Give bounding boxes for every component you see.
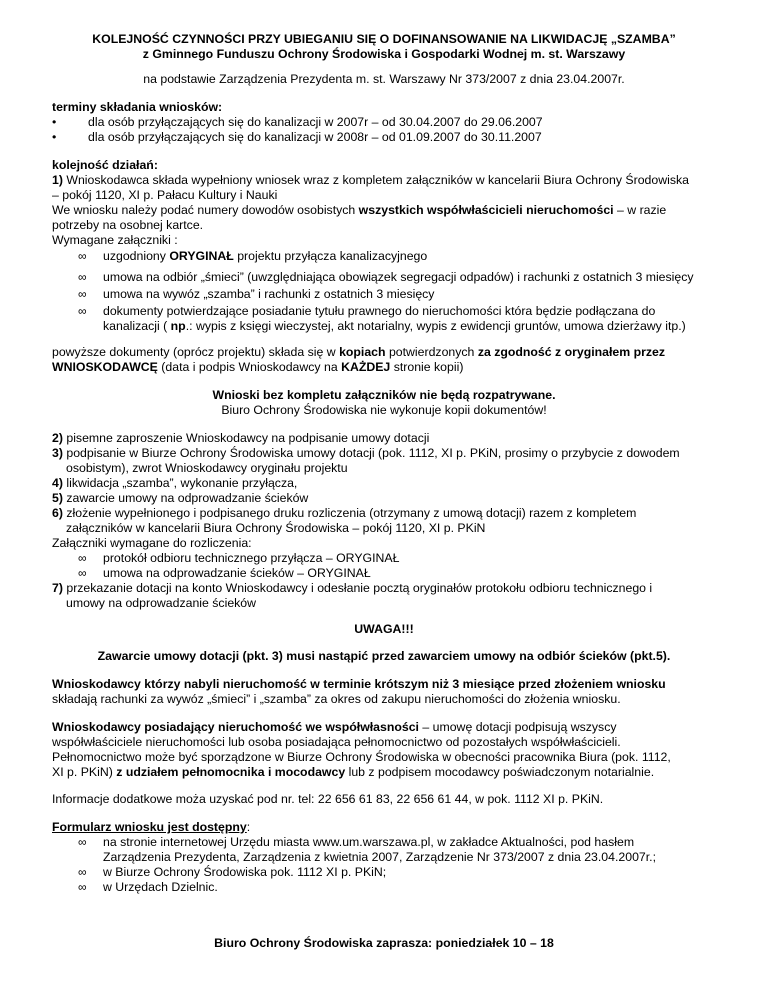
title-line-1: KOLEJNOŚĆ CZYNNOŚCI PRZY UBIEGANIU SIĘ O DOFINANSOWANIE NA LIKWIDACJĘ „SZAMBA” xyxy=(92,32,676,46)
copies-emphasis: kopiach xyxy=(339,345,386,359)
step-text: podpisanie w Biurze Ochrony Środowiska umowy dotacji (pok. 1112, XI p. PKiN, prosimy o przybycie z dowodem xyxy=(62,446,680,460)
form-source-office: w Biurze Ochrony Środowiska pok. 1112 XI p. PKiN; xyxy=(103,865,387,879)
attachment-3: umowa na wywóz „szamba” i rachunki z ostatnich 3 miesięcy xyxy=(103,287,435,301)
title-line-2: z Gminnego Funduszu Ochrony Środowiska i Gospodarki Wodnej m. st. Warszawy xyxy=(142,47,626,61)
infinity-bullet-icon: ∞ xyxy=(78,287,87,301)
step-1-line-3 xyxy=(52,203,666,218)
deadline-item-2007: dla osób przyłączających się do kanalizacji w 2007r – od 30.04.2007 do 29.06.2007 xyxy=(88,115,543,129)
step-number: 2) xyxy=(52,431,63,445)
contact-info: Informacje dodatkowe moża uzyskać pod nr. tel: 22 656 61 83, 22 656 61 44, w pok. 1112 XI p. PKiN. xyxy=(52,792,604,806)
incomplete-notice: Wnioski bez kompletu załączników nie będą rozpatrywane. xyxy=(212,388,556,402)
step-number: 7) xyxy=(52,581,63,595)
text: – w razie xyxy=(613,203,667,217)
co-owners-line-4 xyxy=(52,765,654,780)
step-6-line-1 xyxy=(52,506,636,521)
bullet: • xyxy=(52,115,57,129)
step-5 xyxy=(52,491,308,506)
text: powyższe dokumenty (oprócz projektu) składa się w xyxy=(52,345,340,359)
co-owners-line-1 xyxy=(52,720,617,735)
step-4 xyxy=(52,476,297,491)
attachment-4-line-1: dokumenty potwierdzające posiadanie tytułu prawnego do nieruchomości która będzie podłączana do xyxy=(103,304,656,318)
form-heading xyxy=(52,820,250,835)
infinity-bullet-icon: ∞ xyxy=(78,551,87,565)
text: kanalizacji ( xyxy=(103,319,171,333)
attachment-4-line-2 xyxy=(103,319,686,334)
no-copies-notice: Biuro Ochrony Środowiska nie wykonuje kopii dokumentów! xyxy=(221,403,547,417)
form-source-website-line-1: na stronie internetowej Urzędu miasta www.um.warszawa.pl, w zakładce Aktualności, pod hasłem xyxy=(103,835,635,849)
form-source-district: w Urzędach Dzielnic. xyxy=(103,880,218,894)
deadline-item-2008: dla osób przyłączających się do kanalizacji w 2008r – od 01.09.2007 do 30.11.2007 xyxy=(88,130,542,144)
settlement-attachments-label: Załączniki wymagane do rozliczenia: xyxy=(52,536,252,550)
warning-title: UWAGA!!! xyxy=(354,622,414,636)
text: stronie kopii) xyxy=(390,360,464,374)
infinity-bullet-icon: ∞ xyxy=(78,270,87,284)
copies-line-2 xyxy=(52,360,463,375)
text: : xyxy=(246,820,251,834)
text: We wniosku należy podać numery dowodów osobistych xyxy=(52,203,359,217)
each-emphasis: KAŻDEJ xyxy=(341,360,391,374)
text: .: wypis z księgi wieczystej, akt notarialny, wypis z ewidencji gruntów, umowa dzierżawy itp.) xyxy=(185,319,686,333)
step-text: pisemne zaproszenie Wnioskodawcy na podpisanie umowy dotacji xyxy=(62,431,430,445)
attachment-2: umowa na odbiór „śmieci” (uwzględniająca obowiązek segregacji odpadów) i rachunki z ostatnich 3 miesięcy xyxy=(103,270,694,284)
step-text: likwidacja „szamba”, wykonanie przyłącza, xyxy=(62,476,298,490)
deadlines-heading: terminy składania wniosków: xyxy=(52,100,223,114)
required-attachments-label: Wymagane załączniki : xyxy=(52,233,178,247)
infinity-bullet-icon: ∞ xyxy=(78,865,87,879)
settlement-attachment-1: protokół odbioru technicznego przyłącza – ORYGINAŁ xyxy=(103,551,400,565)
infinity-bullet-icon: ∞ xyxy=(78,835,87,849)
warning-text: Zawarcie umowy dotacji (pkt. 3) musi nastąpić przed zawarciem umowy na odbiór ścieków (pkt.5). xyxy=(97,649,671,663)
text: projektu przyłącza kanalizacyjnego xyxy=(233,249,428,263)
proxy-emphasis: z udziałem pełnomocnika i mocodawcy xyxy=(116,765,346,779)
certified-emphasis: za zgodność z oryginałem przez xyxy=(477,345,666,359)
text: – umowę dotacji podpisują wszyscy xyxy=(418,720,617,734)
step-text: złożenie wypełnionego i podpisanego druku rozliczenia (otrzymany z umową dotacji) razem z kompletem xyxy=(62,506,637,520)
step-text: przekazanie dotacji na konto Wnioskodawcy i odesłanie pocztą oryginałów protokołu odbioru technicznego i xyxy=(62,581,653,595)
np-emphasis: np xyxy=(170,319,186,333)
infinity-bullet-icon: ∞ xyxy=(78,566,87,580)
step-number: 6) xyxy=(52,506,63,520)
step-3-line-2: osobistym), zwrot Wnioskodawcy oryginału projektu xyxy=(66,461,348,475)
recent-purchase-line-2: składają rachunki za wywóz „śmieci” i „szamba” za okres od zakupu nieruchomości do złożenia wniosku. xyxy=(52,692,621,706)
step-6-line-2: załączników w kancelarii Biura Ochrony Środowiska – pokój 1120, XI p. PKiN xyxy=(66,521,486,535)
co-owners-emphasis: Wnioskodawcy posiadający nieruchomość we współwłasności xyxy=(52,720,419,734)
step-text: Wnioskodawca składa wypełniony wniosek wraz z kompletem załączników w kancelarii Biura Ochrony Środowiska xyxy=(62,173,689,187)
co-owners-emphasis: wszystkich współwłaścicieli nieruchomości xyxy=(358,203,614,217)
attachment-1 xyxy=(103,249,427,264)
infinity-bullet-icon: ∞ xyxy=(78,880,87,894)
step-1-line-4: potrzeby na osobnej kartce. xyxy=(52,218,204,232)
form-source-website-line-2: Zarządzenia Prezydenta, Zarządzenia z kwietnia 2007, Zarządzenie Nr 373/2007 z dnia 23.04.2007r.; xyxy=(103,850,657,864)
steps-heading: kolejność działań: xyxy=(52,158,158,172)
recent-purchase-line-1: Wnioskodawcy którzy nabyli nieruchomość w terminie krótszym niż 3 miesiące przed złożeniem wniosku xyxy=(52,677,666,691)
step-7-line-1 xyxy=(52,581,652,596)
step-1-line-1 xyxy=(52,173,689,188)
step-7-line-2: umowy na odprowadzanie ścieków xyxy=(66,596,257,610)
co-owners-line-3: Pełnomocnictwo może być sporządzone w Biurze Ochrony Środowiska w obecności pracownika Biura (pok. 1112, xyxy=(52,750,671,764)
step-number: 1) xyxy=(52,173,63,187)
step-number: 4) xyxy=(52,476,63,490)
bullet: • xyxy=(52,130,57,144)
step-text: zawarcie umowy na odprowadzanie ścieków xyxy=(62,491,309,505)
text: XI p. PKiN) xyxy=(52,765,117,779)
text: (data i podpis Wnioskodawcy na xyxy=(157,360,342,374)
step-3-line-1 xyxy=(52,446,680,461)
office-hours-footer: Biuro Ochrony Środowiska zaprasza: poniedziałek 10 – 18 xyxy=(214,936,554,950)
step-number: 5) xyxy=(52,491,63,505)
text: potwierdzonych xyxy=(385,345,478,359)
text: lub z podpisem mocodawcy poświadczonym notarialnie. xyxy=(345,765,655,779)
applicant-emphasis: WNIOSKODAWCĘ xyxy=(52,360,158,374)
step-1-line-2: – pokój 1120, XI p. Pałacu Kultury i Nauki xyxy=(52,188,278,202)
infinity-bullet-icon: ∞ xyxy=(78,249,87,263)
settlement-attachment-2: umowa na odprowadzanie ścieków – ORYGINAŁ xyxy=(103,566,371,580)
legal-basis: na podstawie Zarządzenia Prezydenta m. st. Warszawy Nr 373/2007 z dnia 23.04.2007r. xyxy=(143,72,625,86)
copies-line-1 xyxy=(52,345,665,360)
infinity-bullet-icon: ∞ xyxy=(78,304,87,318)
original-emphasis: ORYGINAŁ xyxy=(169,249,234,263)
step-2 xyxy=(52,431,429,446)
co-owners-line-2: współwłaściciele nieruchomości lub osoba posiadająca pełnomocnictwo od pozostałych współwłaścicieli. xyxy=(52,735,621,749)
text: uzgodniony xyxy=(103,249,170,263)
step-number: 3) xyxy=(52,446,63,460)
form-heading-text: Formularz wniosku jest dostępny xyxy=(52,820,247,834)
